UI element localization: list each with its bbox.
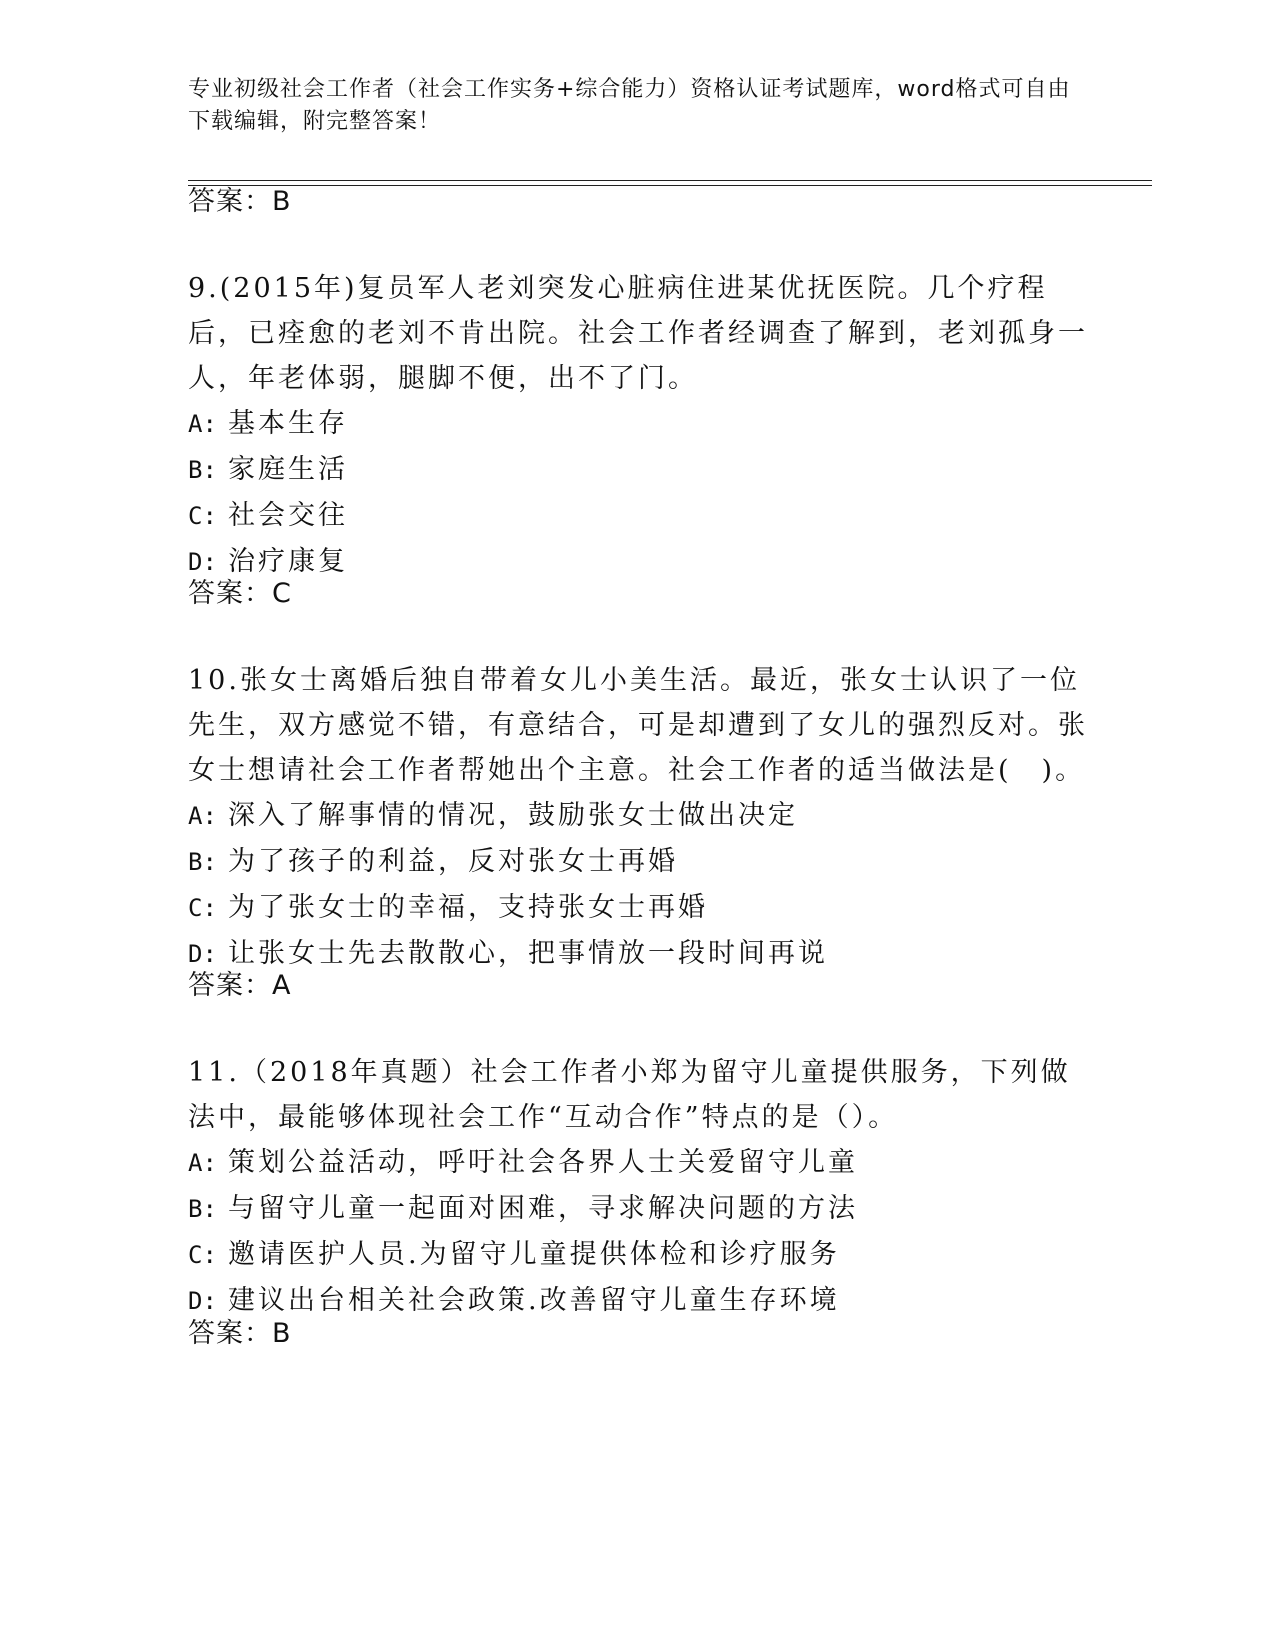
option-letter: A: [188,1149,217,1177]
page-header: 专业初级社会工作者（社会工作实务+综合能力）资格认证考试题库，word格式可自由下载编辑，附完整答案！ [188,77,1071,134]
question-stem: 10.张女士离婚后独自带着女儿小美生活。最近，张女士认识了一位先生，双方感觉不错，有意结合，可是却遭到了女儿的强烈反对。张女士想请社会工作者帮她出个主意。社会工作者的适当做法是( )。 [188,665,1088,786]
option-letter: B: [188,848,217,876]
option-a [188,401,1088,447]
option-c [188,493,1088,539]
option-a [188,1140,1088,1186]
option-d [188,931,1088,977]
header-divider [188,180,1152,181]
option-letter: D: [188,548,217,576]
question-stem: 9.(2015年)复员军人老刘突发心脏病住进某优抚医院。几个疗程后，已痊愈的老刘不肯出院。社会工作者经调查了解到，老刘孤身一人，年老体弱，腿脚不便，出不了门。 [188,273,1088,394]
answer-label: 答案：B [188,186,292,217]
option-letter: A: [188,410,217,438]
option-text: 邀请医护人员.为留守儿童提供体检和诊疗服务 [228,1239,840,1270]
question-9 [188,266,1088,585]
option-letter: C: [188,1241,217,1269]
header-divider [188,185,1152,186]
option-a [188,793,1088,839]
option-letter: B: [188,1195,217,1223]
option-d [188,1278,1088,1324]
question-10 [188,658,1088,977]
option-text: 治疗康复 [228,546,348,577]
option-b [188,447,1088,493]
option-list [188,401,1088,585]
answer-label: 答案：C [188,578,292,609]
option-letter: C: [188,502,217,530]
option-letter: D: [188,1287,217,1315]
option-text: 让张女士先去散散心，把事情放一段时间再说 [228,938,828,969]
option-text: 家庭生活 [228,454,348,485]
option-c [188,885,1088,931]
option-text: 策划公益活动，呼吁社会各界人士关爱留守儿童 [228,1147,858,1178]
question-stem: 11.（2018年真题）社会工作者小郑为留守儿童提供服务，下列做法中，最能够体现社会工作“互动合作”特点的是（）。 [188,1057,1071,1133]
option-c [188,1232,1088,1278]
option-letter: C: [188,894,217,922]
option-list [188,793,1088,977]
option-text: 基本生存 [228,408,348,439]
option-letter: A: [188,802,217,830]
option-letter: B: [188,456,217,484]
option-text: 建议出台相关社会政策.改善留守儿童生存环境 [228,1285,840,1316]
option-text: 深入了解事情的情况，鼓励张女士做出决定 [228,800,798,831]
option-text: 为了孩子的利益，反对张女士再婚 [228,846,678,877]
option-list [188,1140,1088,1324]
answer-label: 答案：A [188,970,292,1001]
question-11 [188,1050,1088,1324]
option-text: 为了张女士的幸福，支持张女士再婚 [228,892,708,923]
option-text: 与留守儿童一起面对困难，寻求解决问题的方法 [228,1193,858,1224]
answer-label: 答案：B [188,1318,292,1349]
option-text: 社会交往 [228,500,348,531]
option-letter: D: [188,940,217,968]
option-b [188,1186,1088,1232]
option-b [188,839,1088,885]
option-d [188,539,1088,585]
